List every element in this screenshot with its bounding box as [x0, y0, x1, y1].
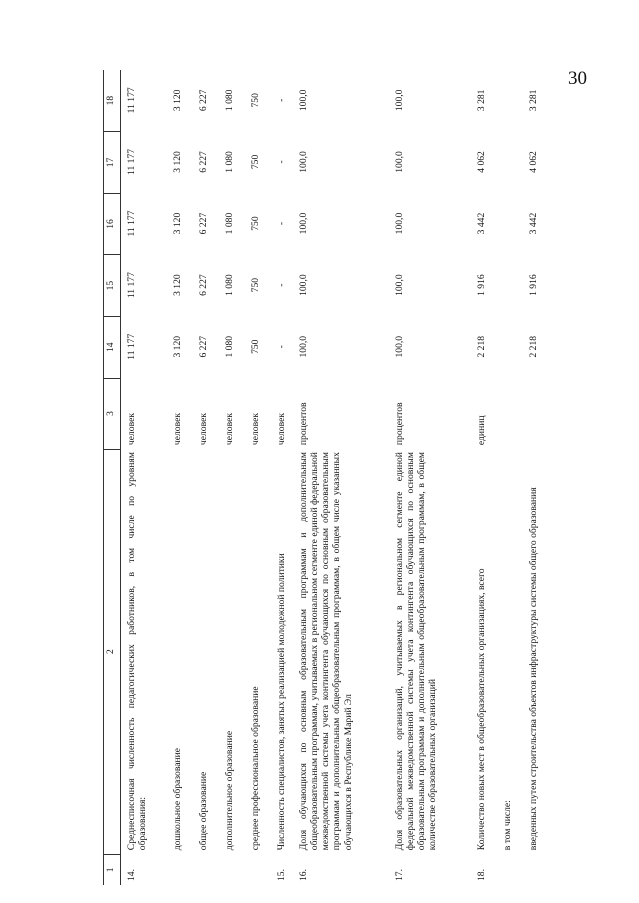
indicator-name: Численность специалистов, занятых реализацией молодежной политики [275, 553, 287, 851]
row-number [245, 854, 271, 885]
value-cell: 11 177 [126, 87, 137, 114]
header-col-2: 2 [104, 449, 121, 854]
indicator-name: в том числе: [501, 800, 513, 851]
row-number [167, 854, 193, 885]
value-cell: 750 [249, 154, 261, 170]
value-cell: 100,0 [297, 274, 309, 296]
value-cell: 6 227 [197, 151, 209, 173]
value-cell: 6 227 [197, 212, 209, 235]
table-row [471, 70, 497, 885]
row-number: 15. [275, 869, 287, 881]
value-cell: 3 442 [475, 212, 487, 235]
indicator-name: дополнительное образование [223, 730, 235, 851]
value-cell: - [275, 283, 287, 287]
value-cell: 6 227 [197, 335, 209, 358]
value-cell: 3 120 [171, 274, 183, 296]
value-cell: 11 177 [126, 210, 137, 237]
table-row [271, 70, 293, 885]
indicators-table [103, 70, 559, 885]
indicator-name: общее образование [197, 771, 209, 851]
value-cell: 6 227 [197, 274, 209, 296]
indicator-name: среднее профессиональное образование [249, 686, 261, 851]
page-number: 30 [568, 68, 587, 89]
row-number [497, 854, 523, 885]
table-row [389, 70, 471, 885]
row-number: 18. [475, 869, 487, 881]
value-cell: 1 916 [527, 274, 539, 296]
value-cell: - [275, 160, 287, 164]
value-cell: 100,0 [393, 151, 405, 173]
row-number [523, 854, 559, 885]
indicator-name: Среднесписочная численность педагогических работников, в том числе по уровням образования: [126, 452, 149, 851]
table-row [497, 70, 523, 885]
value-cell: 750 [249, 216, 261, 231]
value-cell: 3 120 [171, 151, 183, 173]
unit [523, 378, 559, 449]
value-cell: 6 227 [197, 89, 209, 112]
value-cell: 2 218 [475, 335, 487, 358]
value-cell: - [275, 345, 287, 349]
value-cell: 100,0 [297, 89, 309, 112]
unit: процентов [393, 402, 405, 446]
unit: человек [171, 413, 183, 446]
value-cell: 1 080 [223, 151, 235, 173]
value-cell: 100,0 [393, 274, 405, 296]
value-cell [497, 70, 523, 132]
indicator-name: Доля обучающихся по основным образовательным программам и дополнительным общеобразовательным программам, учитываемых в региональном сегменте единой федеральной межведомственной системы учета контингента обучающихся по основным образовательным программам и дополнительным общеобразовательным программам, в общем числе указанных обучающихся в Республике Марий Эл [297, 452, 354, 851]
value-cell [497, 193, 523, 255]
value-cell: 1 080 [223, 335, 235, 358]
value-cell: 3 281 [527, 89, 539, 112]
value-cell: 1 080 [223, 89, 235, 112]
header-col-18: 18 [104, 70, 121, 132]
table-row [219, 70, 245, 885]
indicator-name: Доля образовательных организаций, учитываемых в региональном сегменте единой федеральной межведомственной системы учета контингента обучающихся по основным образовательным программам и дополнительным общеобразовательным программам, в общем количестве образовательных организаций [393, 452, 439, 851]
value-cell: 100,0 [393, 89, 405, 112]
header-col-17: 17 [104, 132, 121, 194]
value-cell: 1 080 [223, 212, 235, 235]
value-cell: 100,0 [297, 151, 309, 173]
value-cell [497, 132, 523, 194]
unit [497, 378, 523, 449]
unit: единиц [475, 415, 487, 446]
value-cell: 750 [249, 339, 261, 354]
table-row [523, 70, 559, 885]
table-row [293, 70, 389, 885]
indicator-name: дошкольное образование [171, 747, 183, 851]
table-row [245, 70, 271, 885]
value-cell: 3 120 [171, 335, 183, 358]
table-row [121, 70, 167, 885]
indicator-name: Количество новых мест в общеобразовательных организациях, всего [475, 568, 487, 851]
value-cell: 100,0 [297, 335, 309, 358]
row-number: 14. [126, 869, 137, 881]
value-cell: 750 [249, 93, 261, 108]
rotated-table-container [103, 70, 539, 885]
table-row [193, 70, 219, 885]
value-cell: 1 916 [475, 274, 487, 296]
value-cell: 750 [249, 277, 261, 293]
value-cell: - [275, 98, 287, 102]
value-cell [497, 316, 523, 378]
header-col-15: 15 [104, 255, 121, 317]
header-col-1: 1 [104, 854, 121, 885]
value-cell: 1 080 [223, 274, 235, 296]
value-cell: 4 062 [475, 151, 487, 173]
value-cell: 3 442 [527, 212, 539, 235]
value-cell: 2 218 [527, 335, 539, 358]
row-number [219, 854, 245, 885]
header-col-3: 3 [104, 378, 121, 449]
row-number [193, 854, 219, 885]
header-row [104, 70, 121, 885]
row-number: 16. [297, 869, 309, 881]
value-cell: 11 177 [126, 333, 137, 360]
header-col-16: 16 [104, 193, 121, 255]
unit: человек [197, 413, 209, 446]
unit: человек [126, 413, 137, 446]
value-cell: 3 120 [171, 89, 183, 112]
header-col-14: 14 [104, 316, 121, 378]
indicator-name: введенных путем строительства объектов инфраструктуры системы общего образования [527, 487, 539, 851]
value-cell: 3 281 [475, 89, 487, 112]
value-cell [497, 255, 523, 317]
value-cell: 100,0 [393, 212, 405, 235]
value-cell: 11 177 [126, 272, 137, 299]
value-cell: 100,0 [297, 212, 309, 235]
value-cell: 3 120 [171, 212, 183, 235]
table-row [167, 70, 193, 885]
unit: человек [249, 413, 261, 446]
value-cell: - [275, 221, 287, 226]
value-cell: 4 062 [527, 151, 539, 173]
unit: процентов [297, 402, 309, 446]
row-number: 17. [393, 869, 405, 881]
unit: человек [275, 413, 287, 446]
value-cell: 100,0 [393, 335, 405, 358]
unit: человек [223, 413, 235, 446]
value-cell: 11 177 [126, 148, 137, 175]
